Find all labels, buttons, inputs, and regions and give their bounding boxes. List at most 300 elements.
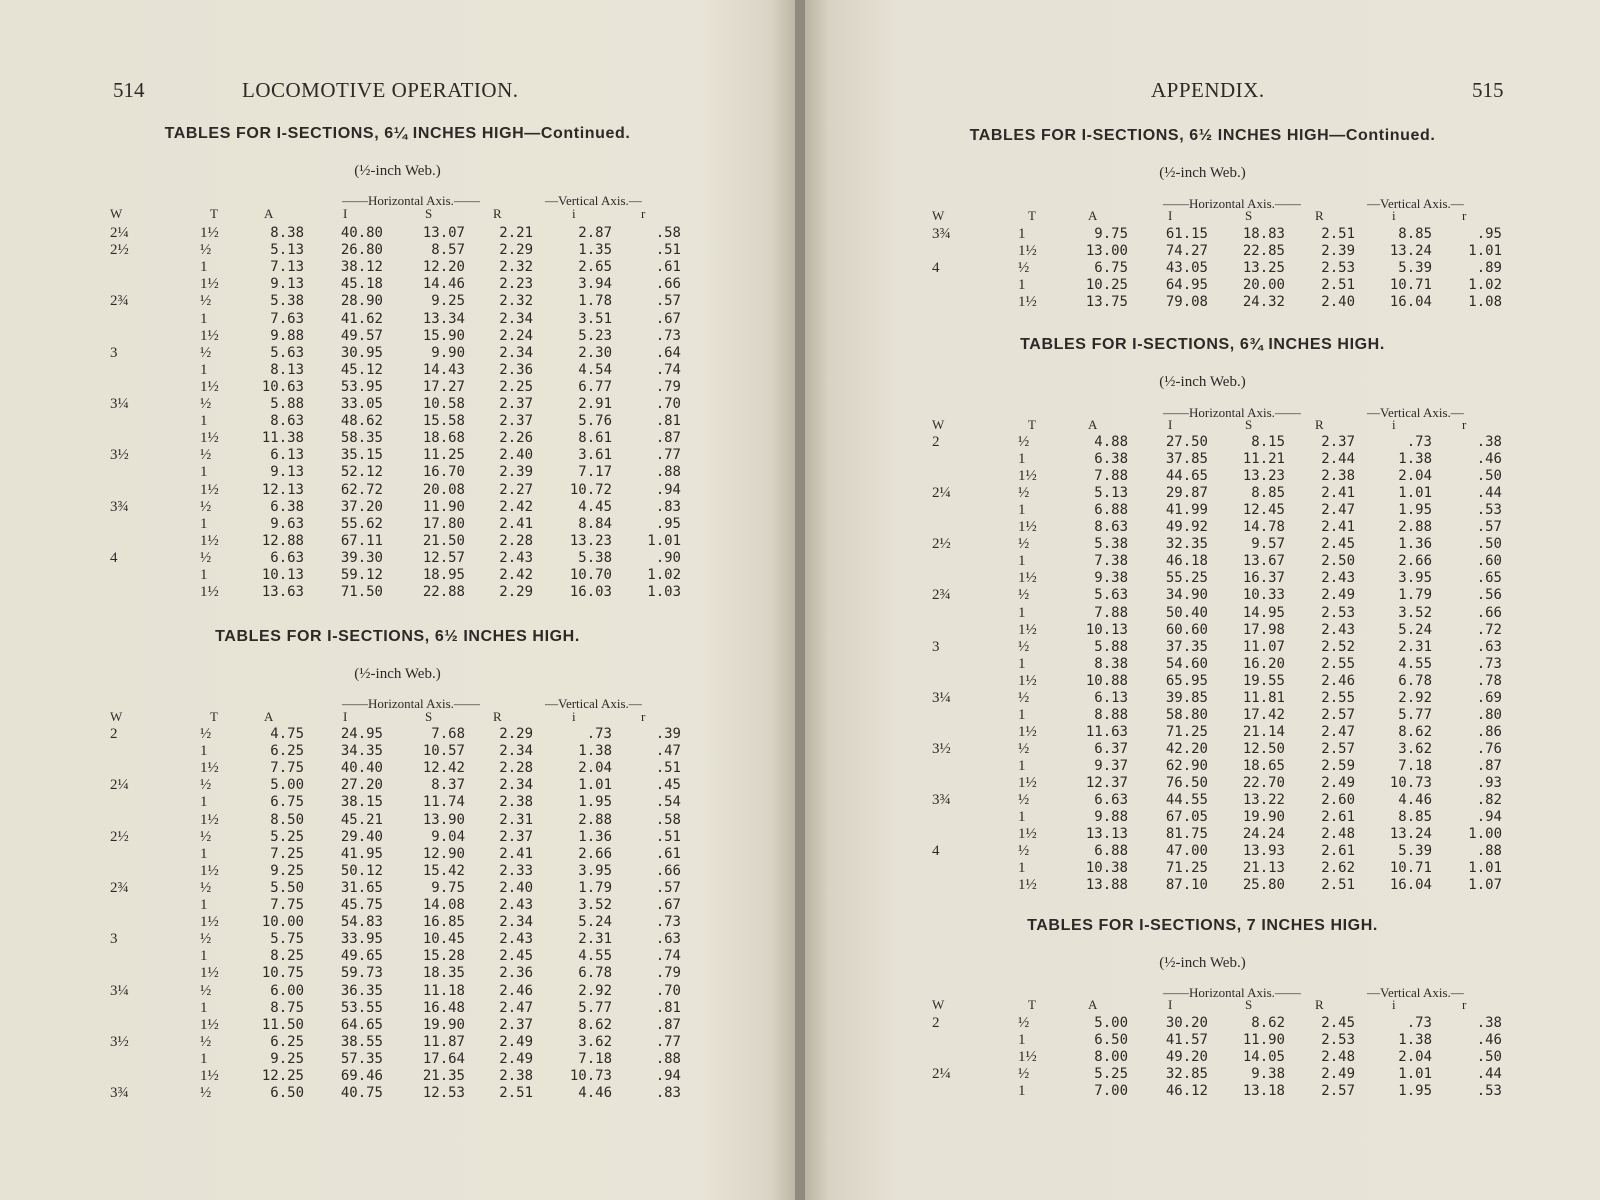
table-cell: 2.44 [1321, 451, 1355, 467]
table-cell: 1.79 [1398, 587, 1432, 603]
table-cell: ½ [200, 1034, 212, 1050]
table-cell: 1 [200, 259, 208, 275]
table-cell: ½ [200, 880, 212, 896]
table-cell: 2.26 [499, 430, 533, 446]
column-header: T [1028, 208, 1036, 223]
table-cell: 2.57 [1321, 1083, 1355, 1099]
table-cell: 6.50 [1094, 1032, 1128, 1048]
table-cell: 2.31 [578, 931, 612, 947]
table-cell: 2.38 [499, 794, 533, 810]
table-cell: 2.53 [1321, 605, 1355, 621]
table-cell: 2.49 [499, 1034, 533, 1050]
table-cell: 71.25 [1165, 724, 1208, 740]
table-cell: 2.04 [1398, 468, 1432, 484]
table-cell: 5.13 [270, 242, 304, 258]
table-cell: 64.65 [340, 1017, 383, 1033]
table-cell: 10.75 [261, 965, 304, 981]
table-cell: 52.12 [340, 464, 383, 480]
table-cell: 1.02 [1468, 277, 1502, 293]
table-cell: 1.95 [1398, 1083, 1432, 1099]
table-cell: 1 [200, 846, 208, 862]
table-cell: 4 [932, 843, 940, 859]
table-cell: 6.38 [270, 499, 304, 515]
table-cell: 30.20 [1165, 1015, 1208, 1031]
table-cell: 9.63 [270, 516, 304, 532]
table-cell: 1 [1018, 758, 1026, 774]
table-cell: 2¼ [110, 777, 129, 793]
table-cell: 45.75 [340, 897, 383, 913]
table-cell: 5.75 [270, 931, 304, 947]
table-cell: 3¼ [110, 396, 129, 412]
table-cell: 15.42 [422, 863, 465, 879]
table-cell: 21.50 [422, 533, 465, 549]
column-header: A [1088, 997, 1098, 1012]
table-cell: 37.85 [1165, 451, 1208, 467]
column-header: I [343, 709, 348, 724]
table-cell: .93 [1476, 775, 1502, 791]
table-cell: 2¾ [110, 293, 129, 309]
table-cell: .90 [655, 550, 681, 566]
table-cell: 1 [200, 516, 208, 532]
table-title: TABLES FOR I-SECTIONS, 6½ INCHES HIGH—Continued. [969, 127, 1436, 144]
table-cell: 49.92 [1165, 519, 1208, 535]
table-cell: 2¾ [932, 587, 951, 603]
table-cell: 10.72 [569, 482, 612, 498]
column-header: R [1315, 997, 1324, 1012]
table-cell: 2.47 [1321, 724, 1355, 740]
table-cell: 1 [200, 362, 208, 378]
table-cell: 2.41 [1321, 519, 1355, 535]
table-cell: 1½ [1018, 243, 1037, 259]
table-cell: 1.02 [647, 567, 681, 583]
table-cell: 13.13 [1085, 826, 1128, 842]
table-cell: 1½ [1018, 673, 1037, 689]
table-cell: 14.78 [1242, 519, 1285, 535]
table-cell: .56 [1476, 587, 1502, 603]
column-header: A [1088, 417, 1098, 432]
table-cell: .58 [655, 225, 681, 241]
table-cell: 2.43 [499, 931, 533, 947]
table-cell: .65 [1476, 570, 1502, 586]
table-cell: 1½ [1018, 622, 1037, 638]
table-cell: .38 [1476, 434, 1502, 450]
table-cell: 15.58 [422, 413, 465, 429]
table-cell: 2 [932, 434, 940, 450]
table-cell: 2.42 [499, 499, 533, 515]
table-cell: .74 [655, 948, 681, 964]
table-cell: 38.55 [340, 1034, 383, 1050]
table-cell: .89 [1476, 260, 1502, 276]
table-cell: 60.60 [1165, 622, 1208, 638]
table-cell: 1.01 [647, 533, 681, 549]
table-cell: 2¼ [932, 485, 951, 501]
table-cell: 9.57 [1251, 536, 1285, 552]
table-cell: 1.00 [1468, 826, 1502, 842]
table-cell: 5.77 [1398, 707, 1432, 723]
table-cell: 9.88 [270, 328, 304, 344]
table-cell: 12.90 [422, 846, 465, 862]
table-cell: 9.88 [1094, 809, 1128, 825]
table-cell: 8.57 [431, 242, 465, 258]
table-cell: 33.95 [340, 931, 383, 947]
table-cell: 6.50 [270, 1085, 304, 1101]
table-cell: 18.35 [422, 965, 465, 981]
table-cell: 1½ [200, 482, 219, 498]
table-cell: 5.39 [1398, 260, 1432, 276]
table-cell: .73 [1406, 434, 1432, 450]
table-cell: 6.77 [578, 379, 612, 395]
table-cell: 76.50 [1165, 775, 1208, 791]
table-cell: 1½ [200, 430, 219, 446]
table-cell: 5.50 [270, 880, 304, 896]
table-cell: ½ [1018, 690, 1030, 706]
table-cell: 62.72 [340, 482, 383, 498]
table-cell: 62.90 [1165, 758, 1208, 774]
table-cell: 1.35 [578, 242, 612, 258]
table-cell: 49.65 [340, 948, 383, 964]
table-cell: 2.41 [499, 846, 533, 862]
table-cell: .57 [655, 880, 681, 896]
table-cell: 15.90 [422, 328, 465, 344]
table-cell: 1 [1018, 656, 1026, 672]
table-cell: ½ [200, 829, 212, 845]
table-cell: 11.81 [1242, 690, 1285, 706]
table-cell: 1.01 [1398, 485, 1432, 501]
running-head: LOCOMOTIVE OPERATION. [242, 78, 519, 102]
table-cell: 2.57 [1321, 707, 1355, 723]
table-cell: 4.54 [578, 362, 612, 378]
table-cell: 2.27 [499, 482, 533, 498]
table-cell: .61 [655, 846, 681, 862]
table-cell: 5.25 [1094, 1066, 1128, 1082]
table-cell: 67.05 [1165, 809, 1208, 825]
table-cell: 1½ [200, 812, 219, 828]
table-cell: 7.18 [578, 1051, 612, 1067]
table-cell: 6.78 [1398, 673, 1432, 689]
table-cell: 5.76 [578, 413, 612, 429]
table-cell: 8.88 [1094, 707, 1128, 723]
table-cell: 3½ [932, 741, 951, 757]
table-cell: 12.53 [422, 1085, 465, 1101]
table-cell: 5.23 [578, 328, 612, 344]
table-cell: 4.55 [1398, 656, 1432, 672]
table-cell: 17.80 [422, 516, 465, 532]
table-cell: 46.12 [1165, 1083, 1208, 1099]
column-header: W [110, 709, 123, 724]
table-cell: 5.38 [578, 550, 612, 566]
table-cell: 13.67 [1242, 553, 1285, 569]
table-cell: 3¾ [932, 226, 951, 242]
page-number: 514 [113, 78, 145, 102]
table-cell: 48.62 [340, 413, 383, 429]
table-cell: 2.37 [499, 396, 533, 412]
table-cell: 46.18 [1165, 553, 1208, 569]
column-header: i [572, 206, 576, 221]
table-cell: 6.63 [270, 550, 304, 566]
table-cell: .46 [1476, 451, 1502, 467]
table-cell: .46 [1476, 1032, 1502, 1048]
column-header: W [932, 208, 945, 223]
table-cell: 1 [1018, 707, 1026, 723]
table-cell: .50 [1476, 468, 1502, 484]
table-cell: 7.18 [1398, 758, 1432, 774]
table-cell: 40.75 [340, 1085, 383, 1101]
right-page [805, 0, 1600, 1200]
book-gutter [795, 0, 805, 1200]
table-cell: .86 [1476, 724, 1502, 740]
table-cell: 2.55 [1321, 690, 1355, 706]
table-cell: 11.74 [422, 794, 465, 810]
table-cell: 3.61 [578, 447, 612, 463]
horizontal-axis-label: ——Horizontal Axis.—— [342, 193, 480, 208]
table-cell: 2.43 [1321, 622, 1355, 638]
table-cell: 57.35 [340, 1051, 383, 1067]
vertical-axis-label: —Vertical Axis.— [545, 696, 642, 711]
table-cell: 2.29 [499, 584, 533, 600]
table-cell: 9.38 [1094, 570, 1128, 586]
table-cell: 21.35 [422, 1068, 465, 1084]
table-cell: 1 [1018, 1083, 1026, 1099]
column-header: r [641, 709, 646, 724]
table-cell: .51 [655, 829, 681, 845]
table-cell: 1.01 [1468, 860, 1502, 876]
table-cell: 8.62 [1251, 1015, 1285, 1031]
table-cell: 2.66 [578, 846, 612, 862]
table-cell: 13.22 [1242, 792, 1285, 808]
table-cell: 2.87 [578, 225, 612, 241]
table-cell: 2.28 [499, 533, 533, 549]
table-cell: 1½ [1018, 468, 1037, 484]
table-cell: 2.91 [578, 396, 612, 412]
column-header: i [572, 709, 576, 724]
table-cell: 2.59 [1321, 758, 1355, 774]
table-cell: 1 [1018, 1032, 1026, 1048]
table-cell: 14.46 [422, 276, 465, 292]
table-cell: 2.65 [578, 259, 612, 275]
table-cell: 8.61 [578, 430, 612, 446]
table-cell: 6.88 [1094, 843, 1128, 859]
table-cell: .67 [655, 311, 681, 327]
table-cell: 16.04 [1389, 294, 1432, 310]
table-cell: 43.05 [1165, 260, 1208, 276]
table-cell: 2¼ [932, 1066, 951, 1082]
horizontal-axis-label: ——Horizontal Axis.—— [1163, 985, 1301, 1000]
table-cell: 8.00 [1094, 1049, 1128, 1065]
table-cell: 1½ [200, 584, 219, 600]
table-cell: 3.95 [578, 863, 612, 879]
table-cell: 1½ [1018, 1049, 1037, 1065]
table-cell: .82 [1476, 792, 1502, 808]
table-cell: 2.41 [499, 516, 533, 532]
table-cell: 2.25 [499, 379, 533, 395]
table-cell: 13.75 [1085, 294, 1128, 310]
table-cell: 22.70 [1242, 775, 1285, 791]
table-cell: .61 [655, 259, 681, 275]
table-cell: .53 [1476, 502, 1502, 518]
table-cell: 2.30 [578, 345, 612, 361]
table-cell: .66 [1476, 605, 1502, 621]
table-cell: 1.36 [578, 829, 612, 845]
table-subtitle: (½-inch Web.) [354, 666, 441, 682]
table-cell: .47 [655, 743, 681, 759]
table-cell: .38 [1476, 1015, 1502, 1031]
table-cell: 2.43 [499, 550, 533, 566]
table-cell: 17.98 [1242, 622, 1285, 638]
table-cell: 2.92 [578, 983, 612, 999]
table-cell: 2.43 [499, 897, 533, 913]
table-cell: 6.13 [270, 447, 304, 463]
vertical-axis-label: —Vertical Axis.— [1367, 405, 1464, 420]
table-cell: 39.30 [340, 550, 383, 566]
table-title: TABLES FOR I-SECTIONS, 6¾ INCHES HIGH. [1020, 336, 1385, 353]
table-cell: 8.62 [1398, 724, 1432, 740]
table-cell: 31.65 [340, 880, 383, 896]
table-cell: 59.73 [340, 965, 383, 981]
table-subtitle: (½-inch Web.) [1159, 955, 1246, 971]
table-title: TABLES FOR I-SECTIONS, 6¼ INCHES HIGH—Continued. [164, 125, 631, 142]
table-cell: 53.55 [340, 1000, 383, 1016]
table-cell: 11.87 [422, 1034, 465, 1050]
table-cell: 2.23 [499, 276, 533, 292]
table-cell: 8.63 [270, 413, 304, 429]
table-cell: 55.25 [1165, 570, 1208, 586]
table-cell: ½ [200, 1085, 212, 1101]
table-cell: 1½ [1018, 775, 1037, 791]
table-cell: ½ [1018, 485, 1030, 501]
table-cell: .94 [655, 1068, 681, 1084]
table-cell: 44.65 [1165, 468, 1208, 484]
table-cell: 2.04 [578, 760, 612, 776]
table-cell: 13.24 [1389, 243, 1432, 259]
table-cell: .64 [655, 345, 681, 361]
table-cell: ½ [1018, 792, 1030, 808]
table-cell: 71.25 [1165, 860, 1208, 876]
table-cell: 49.20 [1165, 1049, 1208, 1065]
table-cell: 3½ [110, 447, 129, 463]
vertical-axis-label: —Vertical Axis.— [545, 193, 642, 208]
table-cell: 58.35 [340, 430, 383, 446]
table-cell: 58.80 [1165, 707, 1208, 723]
table-cell: 13.24 [1389, 826, 1432, 842]
table-cell: 13.25 [1242, 260, 1285, 276]
table-cell: 5.00 [1094, 1015, 1128, 1031]
table-cell: .79 [655, 379, 681, 395]
table-cell: .73 [1476, 656, 1502, 672]
table-cell: 2¾ [110, 880, 129, 896]
table-cell: 16.04 [1389, 877, 1432, 893]
table-cell: .72 [1476, 622, 1502, 638]
table-cell: .81 [655, 413, 681, 429]
table-cell: 1.38 [1398, 451, 1432, 467]
table-cell: 12.37 [1085, 775, 1128, 791]
table-cell: 5.88 [270, 396, 304, 412]
table-cell: 1.08 [1468, 294, 1502, 310]
table-cell: 6.00 [270, 983, 304, 999]
table-cell: 4.55 [578, 948, 612, 964]
table-cell: 87.10 [1165, 877, 1208, 893]
table-cell: 10.58 [422, 396, 465, 412]
table-cell: ½ [200, 726, 212, 742]
table-cell: .63 [655, 931, 681, 947]
table-cell: 3.94 [578, 276, 612, 292]
table-cell: 27.50 [1165, 434, 1208, 450]
table-cell: 2.32 [499, 293, 533, 309]
table-cell: 54.60 [1165, 656, 1208, 672]
table-cell: 79.08 [1165, 294, 1208, 310]
table-cell: 41.99 [1165, 502, 1208, 518]
table-cell: 16.03 [569, 584, 612, 600]
table-cell: 14.08 [422, 897, 465, 913]
table-cell: 24.24 [1242, 826, 1285, 842]
column-header: S [425, 709, 433, 724]
table-cell: 37.35 [1165, 639, 1208, 655]
table-cell: 1 [200, 743, 208, 759]
table-cell: ½ [1018, 1015, 1030, 1031]
table-cell: 1 [1018, 605, 1026, 621]
column-header: I [1168, 208, 1173, 223]
table-cell: 7.13 [270, 259, 304, 275]
table-cell: 13.23 [569, 533, 612, 549]
table-cell: 5.00 [270, 777, 304, 793]
table-cell: 1.36 [1398, 536, 1432, 552]
table-cell: 2.45 [1321, 536, 1355, 552]
table-cell: .83 [655, 499, 681, 515]
table-cell: 1.95 [578, 794, 612, 810]
table-cell: 11.21 [1242, 451, 1285, 467]
table-cell: ½ [200, 550, 212, 566]
table-cell: 2.38 [499, 1068, 533, 1084]
table-cell: 33.05 [340, 396, 383, 412]
table-cell: 2.37 [1321, 434, 1355, 450]
table-cell: 8.84 [578, 516, 612, 532]
table-cell: 2¼ [110, 225, 129, 241]
table-cell: 12.25 [261, 1068, 304, 1084]
table-cell: 45.18 [340, 276, 383, 292]
table-cell: 7.68 [431, 726, 465, 742]
table-cell: 22.85 [1242, 243, 1285, 259]
table-cell: 8.75 [270, 1000, 304, 1016]
table-cell: ½ [1018, 843, 1030, 859]
table-cell: 2.04 [1398, 1049, 1432, 1065]
table-cell: 9.38 [1251, 1066, 1285, 1082]
table-cell: 2.37 [499, 413, 533, 429]
table-cell: 9.25 [270, 1051, 304, 1067]
table-cell: 9.04 [431, 829, 465, 845]
table-cell: 2½ [110, 242, 129, 258]
table-cell: 2.39 [1321, 243, 1355, 259]
table-cell: 10.71 [1389, 860, 1432, 876]
table-cell: 6.25 [270, 743, 304, 759]
table-cell: 14.43 [422, 362, 465, 378]
table-cell: 3.62 [578, 1034, 612, 1050]
table-cell: 1.78 [578, 293, 612, 309]
table-cell: .88 [655, 464, 681, 480]
table-cell: 6.75 [270, 794, 304, 810]
table-cell: 3 [110, 931, 118, 947]
table-cell: .73 [1406, 1015, 1432, 1031]
table-cell: 2.24 [499, 328, 533, 344]
column-header: i [1392, 208, 1396, 223]
table-cell: .87 [655, 1017, 681, 1033]
table-cell: ½ [200, 499, 212, 515]
table-cell: 24.95 [340, 726, 383, 742]
table-cell: 69.46 [340, 1068, 383, 1084]
table-cell: 2.29 [499, 242, 533, 258]
table-cell: 2.31 [499, 812, 533, 828]
table-cell: 7.88 [1094, 605, 1128, 621]
table-cell: 54.83 [340, 914, 383, 930]
table-cell: 2.37 [499, 1017, 533, 1033]
